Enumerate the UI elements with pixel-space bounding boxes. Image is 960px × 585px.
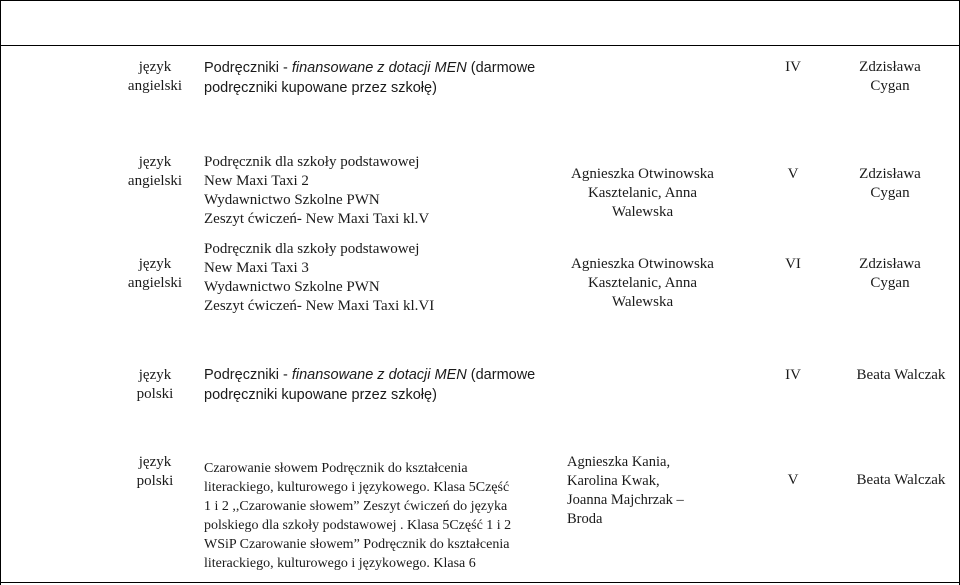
subject-cell — [118, 366, 192, 404]
class-cell: V — [787, 166, 799, 182]
subject-line: angielski — [127, 78, 183, 94]
authors-cell — [567, 453, 727, 529]
subject-line: angielski — [127, 275, 183, 291]
teacher-line: Beata Walczak — [856, 367, 946, 383]
book-line: Podręcznik dla szkoły podstawowej — [204, 241, 420, 257]
book-prefix: Podręczniki - — [204, 367, 292, 383]
book-line: Czarowanie słowem Podręcznik do kształcenia — [204, 461, 468, 476]
subject-line: język — [138, 454, 172, 470]
book-suffix: (darmowe — [466, 367, 536, 383]
col-border — [0, 0, 1, 585]
author-line: Agnieszka Otwinowska — [571, 166, 714, 182]
subject-cell — [118, 153, 192, 191]
book-line: Zeszyt ćwiczeń- New Maxi Taxi kl.VI — [204, 298, 435, 314]
class-cell: V — [787, 472, 799, 488]
book-prefix: Podręczniki - — [204, 60, 292, 76]
book-line: New Maxi Taxi 2 — [204, 173, 309, 189]
book-cell — [204, 365, 554, 405]
teacher-line: Zdzisława — [859, 59, 921, 75]
row-border — [0, 45, 960, 46]
teacher-cell — [845, 165, 935, 203]
book-italic: finansowane z dotacji MEN — [291, 60, 467, 76]
class-cell: IV — [785, 367, 801, 383]
subject-line: język — [138, 154, 172, 170]
subject-line: język — [138, 59, 172, 75]
author-line: Karolina Kwak, — [567, 473, 660, 489]
authors-cell — [560, 165, 725, 222]
author-line: Walewska — [611, 294, 674, 310]
class-cell: VI — [785, 256, 801, 272]
book-line: New Maxi Taxi 3 — [204, 260, 309, 276]
subject-line: język — [138, 256, 172, 272]
book-line: literackiego, kulturowego i językowego. Klasa 6 — [204, 556, 476, 571]
teacher-line: Beata Walczak — [856, 472, 946, 488]
author-line: Agnieszka Otwinowska — [571, 256, 714, 272]
teacher-cell — [845, 366, 957, 385]
author-line: Joanna Majchrzak – — [567, 492, 684, 508]
book-suffix: (darmowe — [466, 60, 536, 76]
subject-cell — [118, 58, 192, 96]
teacher-cell — [845, 58, 935, 96]
subject-cell — [118, 255, 192, 293]
book-line: polskiego dla szkoły podstawowej . Klasa 5Część 1 i 2 — [204, 518, 512, 533]
book-cell — [204, 459, 559, 573]
author-line: Agnieszka Kania, — [567, 454, 671, 470]
book-line: Podręcznik dla szkoły podstawowej — [204, 154, 420, 170]
book-italic: finansowane z dotacji MEN — [291, 367, 467, 383]
book-line: podręczniki kupowane przez szkołę) — [204, 387, 437, 403]
authors-cell — [560, 255, 725, 312]
book-cell — [204, 153, 554, 229]
teacher-line: Zdzisława — [859, 166, 921, 182]
subject-line: język — [138, 367, 172, 383]
row-border-top — [0, 0, 960, 1]
class-cell: IV — [785, 59, 801, 75]
subject-line: angielski — [127, 173, 183, 189]
teacher-line: Cygan — [870, 78, 910, 94]
book-line: 1 i 2 ,,Czarowanie słowem” Zeszyt ćwiczeń do języka — [204, 499, 508, 514]
book-cell — [204, 240, 554, 316]
subject-cell — [118, 453, 192, 491]
author-line: Broda — [567, 511, 603, 527]
book-line: WSiP Czarowanie słowem” Podręcznik do kształcenia — [204, 537, 510, 552]
book-line: Wydawnictwo Szkolne PWN — [204, 192, 380, 208]
teacher-cell — [845, 471, 957, 490]
book-line: Zeszyt ćwiczeń- New Maxi Taxi kl.V — [204, 211, 430, 227]
row-border — [0, 582, 960, 583]
author-line: Kasztelanic, Anna — [587, 275, 698, 291]
book-line — [204, 365, 554, 385]
teacher-cell — [845, 255, 935, 293]
book-line: podręczniki kupowane przez szkołę) — [204, 80, 437, 96]
book-cell — [204, 58, 554, 98]
teacher-line: Cygan — [870, 275, 910, 291]
author-line: Walewska — [611, 204, 674, 220]
book-line — [204, 58, 554, 78]
book-line: literackiego, kulturowego i językowego. Klasa 5Część — [204, 480, 510, 495]
author-line: Kasztelanic, Anna — [587, 185, 698, 201]
teacher-line: Zdzisława — [859, 256, 921, 272]
subject-line: polski — [136, 473, 174, 489]
teacher-line: Cygan — [870, 185, 910, 201]
subject-line: polski — [136, 386, 174, 402]
book-line: Wydawnictwo Szkolne PWN — [204, 279, 380, 295]
